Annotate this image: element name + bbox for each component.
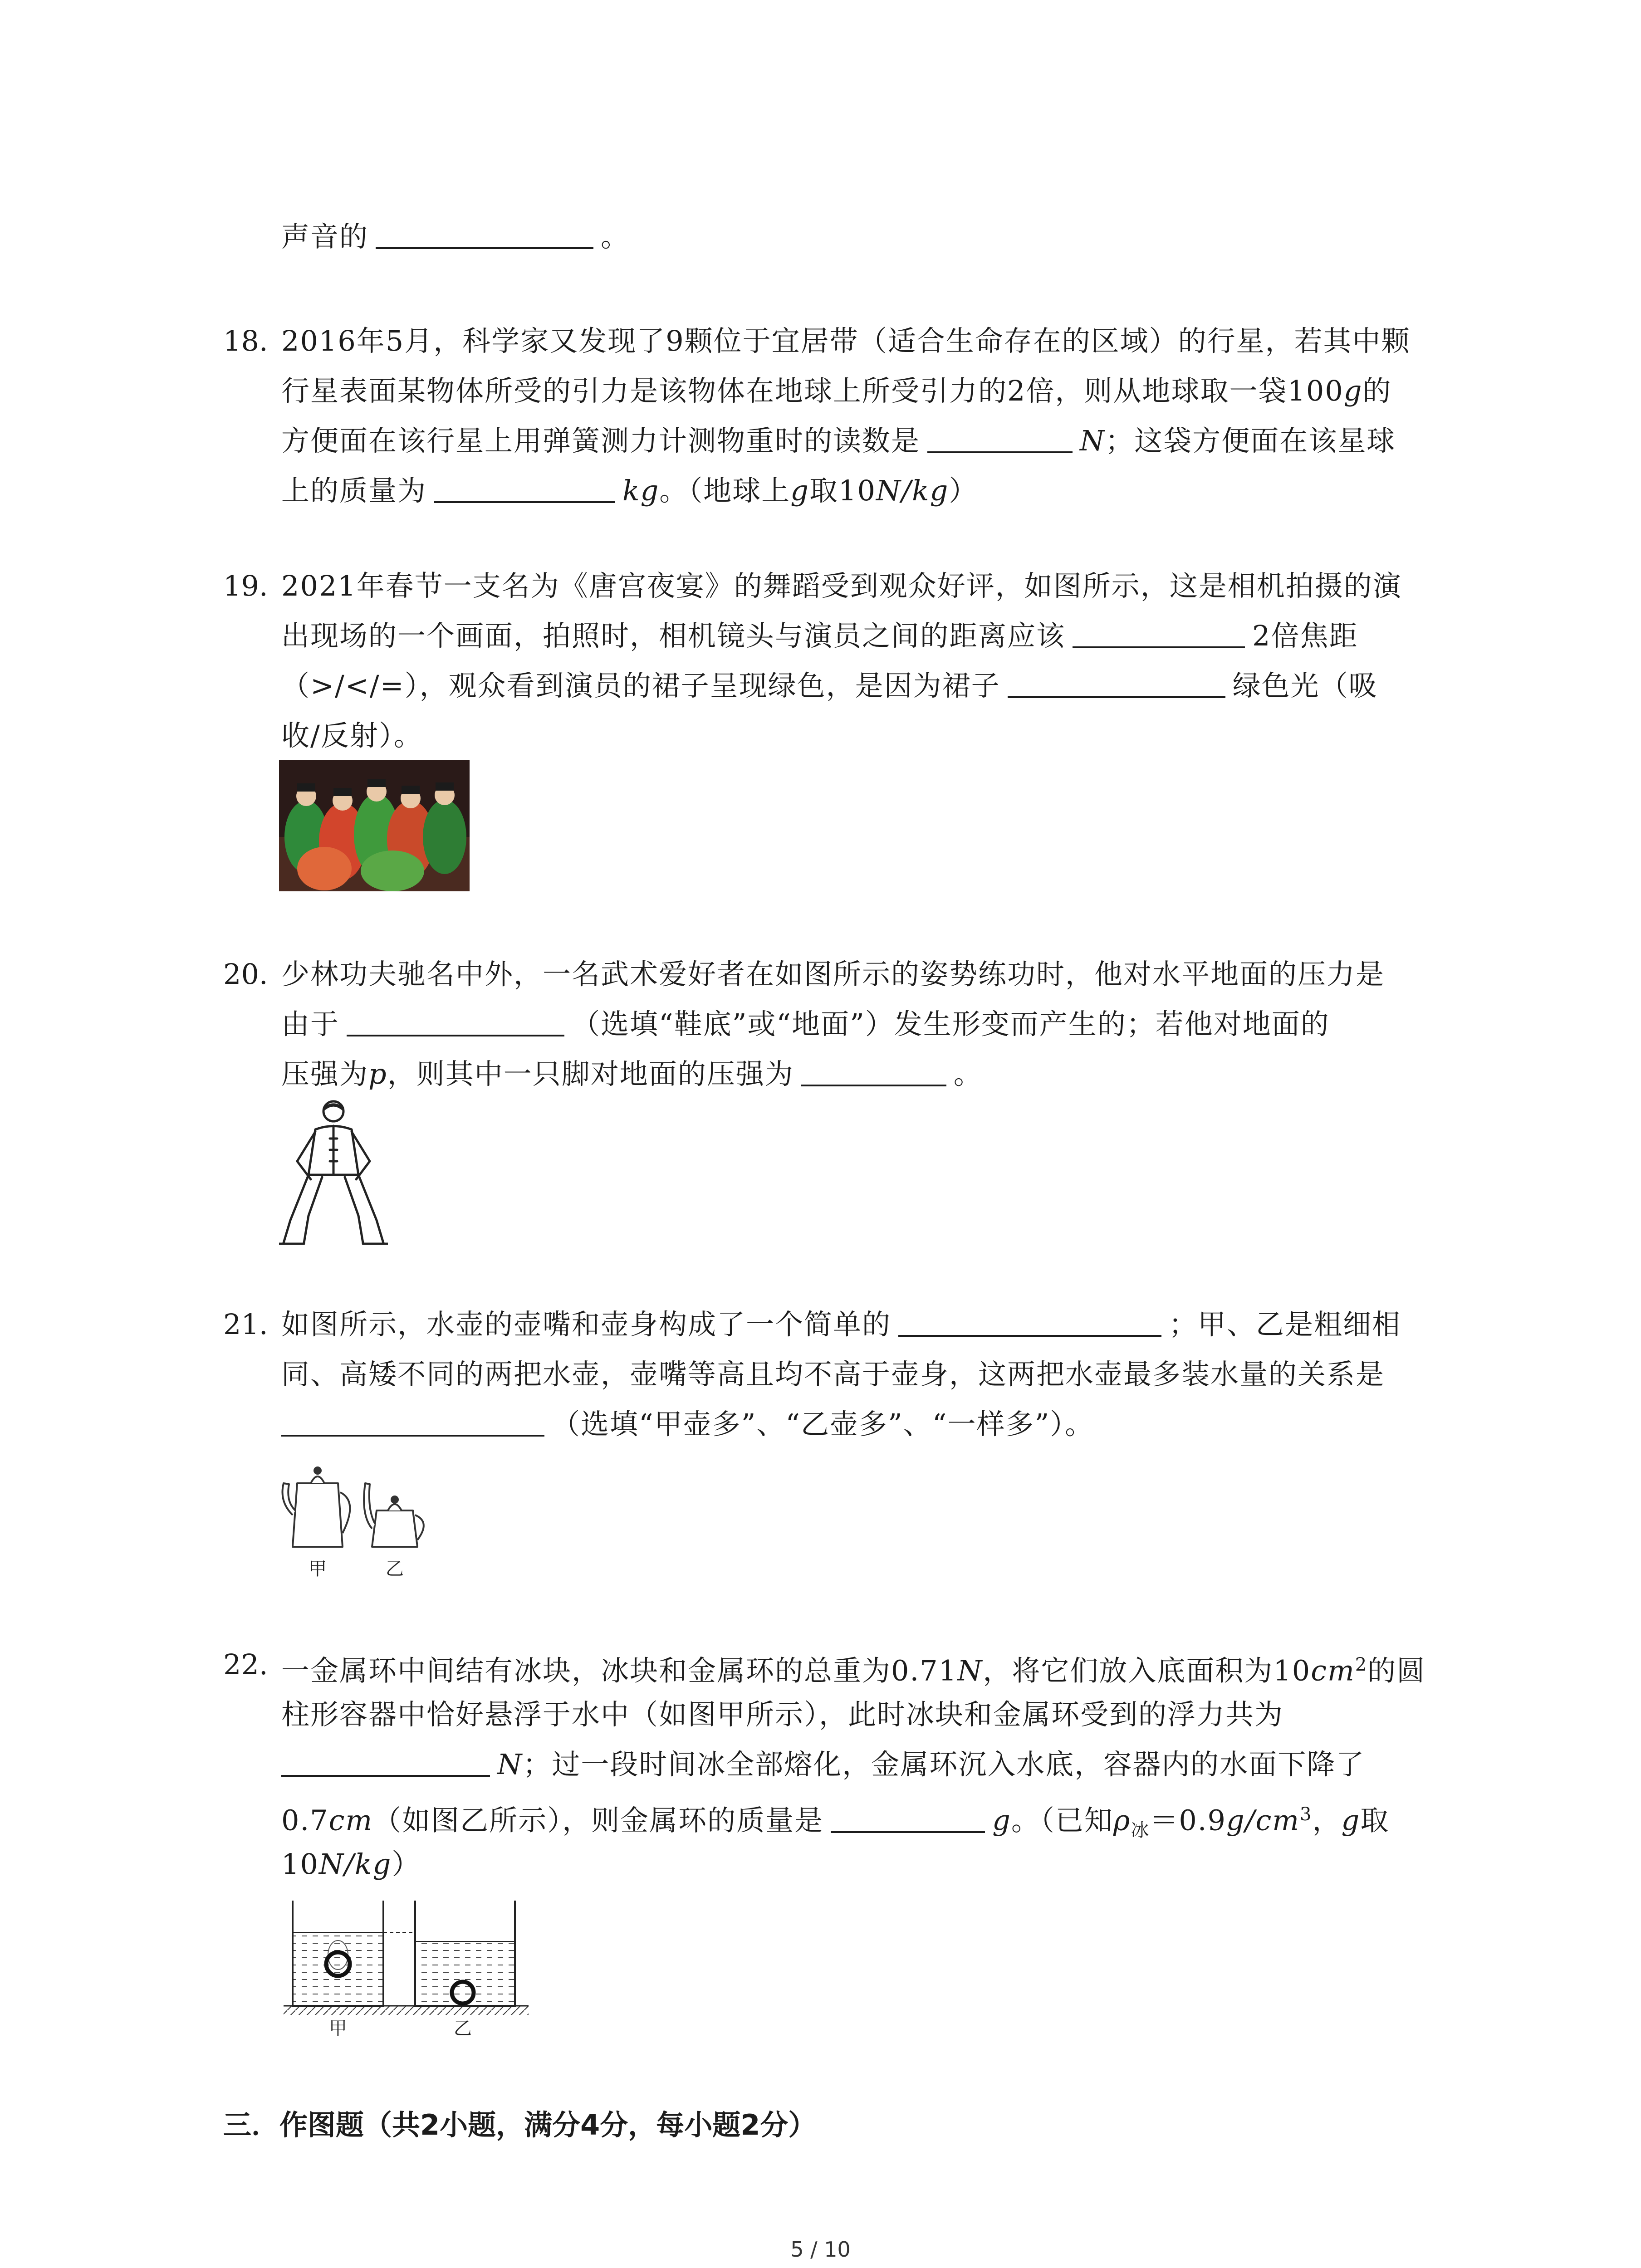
answer-blank[interactable] xyxy=(281,1407,544,1437)
q17-continuation: 声音的 。 xyxy=(281,220,630,253)
answer-blank[interactable] xyxy=(801,1056,946,1086)
q22-line-5: 10N/kg） xyxy=(281,1848,421,1881)
q22-line-1: 一金属环中间结有冰块，冰块和金属环的总重为0.71N，将它们放入底面积为$10cm^2$的圆 xyxy=(281,1654,1426,1687)
answer-blank[interactable] xyxy=(347,1007,564,1036)
q19-line-2: 出现场的一个画面，拍照时，相机镜头与演员之间的距离应该 2倍焦距 xyxy=(281,619,1358,652)
answer-blank[interactable] xyxy=(434,473,615,503)
question-number: 18. xyxy=(223,324,268,357)
q19-line-1: 2021年春节一支名为《唐宫夜宴》的舞蹈受到观众好评，如图所示，这是相机拍摄的演 xyxy=(281,569,1402,602)
answer-blank[interactable] xyxy=(831,1803,985,1833)
answer-blank[interactable] xyxy=(898,1307,1161,1337)
q22-line-4: 0.7cm（如图乙所示），则金属环的质量是 g。（已知$\rho_冰=0.9g/cm^3$，g取 xyxy=(281,1804,1390,1841)
container-label-a: 甲 xyxy=(329,2018,347,2039)
q18-line-3: 方便面在该行星上用弹簧测力计测物重时的读数是 N；这袋方便面在该星球 xyxy=(281,424,1396,457)
question-number: 21. xyxy=(223,1308,268,1341)
question-number: 20. xyxy=(223,958,268,991)
question-number: 19. xyxy=(223,569,268,602)
answer-blank[interactable] xyxy=(281,1747,490,1777)
kettles-figure xyxy=(279,1456,451,1592)
section-heading: 三．作图题（共2小题，满分4分，每小题2分） xyxy=(223,2108,817,2141)
answer-blank[interactable] xyxy=(1008,668,1225,698)
q18-line-1: 2016年5月，科学家又发现了9颗位于宜居带（适合生命存在的区域）的行星，若其中颗 xyxy=(281,324,1411,357)
answer-blank[interactable] xyxy=(927,423,1073,453)
q20-line-2: 由于 （选填“鞋底”或“地面”）发生形变而产生的；若他对地面的 xyxy=(281,1007,1330,1041)
martial-artist-figure xyxy=(279,1098,388,1247)
q21-line-1: 如图所示，水壶的壶嘴和壶身构成了一个简单的 ；甲、乙是粗细相 xyxy=(281,1308,1401,1341)
kettle-label-b: 乙 xyxy=(386,1559,404,1579)
q19-line-4: 收/反射）。 xyxy=(281,719,423,752)
q20-line-3: 压强为p，则其中一只脚对地面的压强为 。 xyxy=(281,1057,983,1090)
q20-line-1: 少林功夫驰名中外，一名武术爱好者在如图所示的姿势练功时，他对水平地面的压力是 xyxy=(281,958,1385,991)
container-label-b: 乙 xyxy=(454,2018,472,2039)
answer-blank[interactable] xyxy=(376,219,593,249)
q18-line-2: 行星表面某物体所受的引力是该物体在地球上所受引力的2倍，则从地球取一袋100g的 xyxy=(281,374,1392,407)
q21-line-3: （选填“甲壶多”、“乙壶多”、“一样多”）。 xyxy=(281,1406,1094,1442)
kettle-label-a: 甲 xyxy=(309,1559,327,1579)
answer-blank[interactable] xyxy=(1073,618,1245,648)
q19-line-3: （>/</=），观众看到演员的裙子呈现绿色，是因为裙子 绿色光（吸 xyxy=(281,669,1378,702)
q18-line-4: 上的质量为 kg。（地球上g取10N/kg） xyxy=(281,474,978,507)
page-number: 5 / 10 xyxy=(790,2237,851,2262)
q21-line-2: 同、高矮不同的两把水壶，壶嘴等高且均不高于壶身，这两把水壶最多装水量的关系是 xyxy=(281,1358,1385,1391)
container-figure xyxy=(279,1896,533,2050)
q22-line-2: 柱形容器中恰好悬浮于水中（如图甲所示），此时冰块和金属环受到的浮力共为 xyxy=(281,1698,1284,1731)
q22-line-3: N；过一段时间冰全部熔化，金属环沉入水底，容器内的水面下降了 xyxy=(281,1746,1365,1783)
dance-photo xyxy=(279,760,470,891)
question-number: 22. xyxy=(223,1648,268,1681)
